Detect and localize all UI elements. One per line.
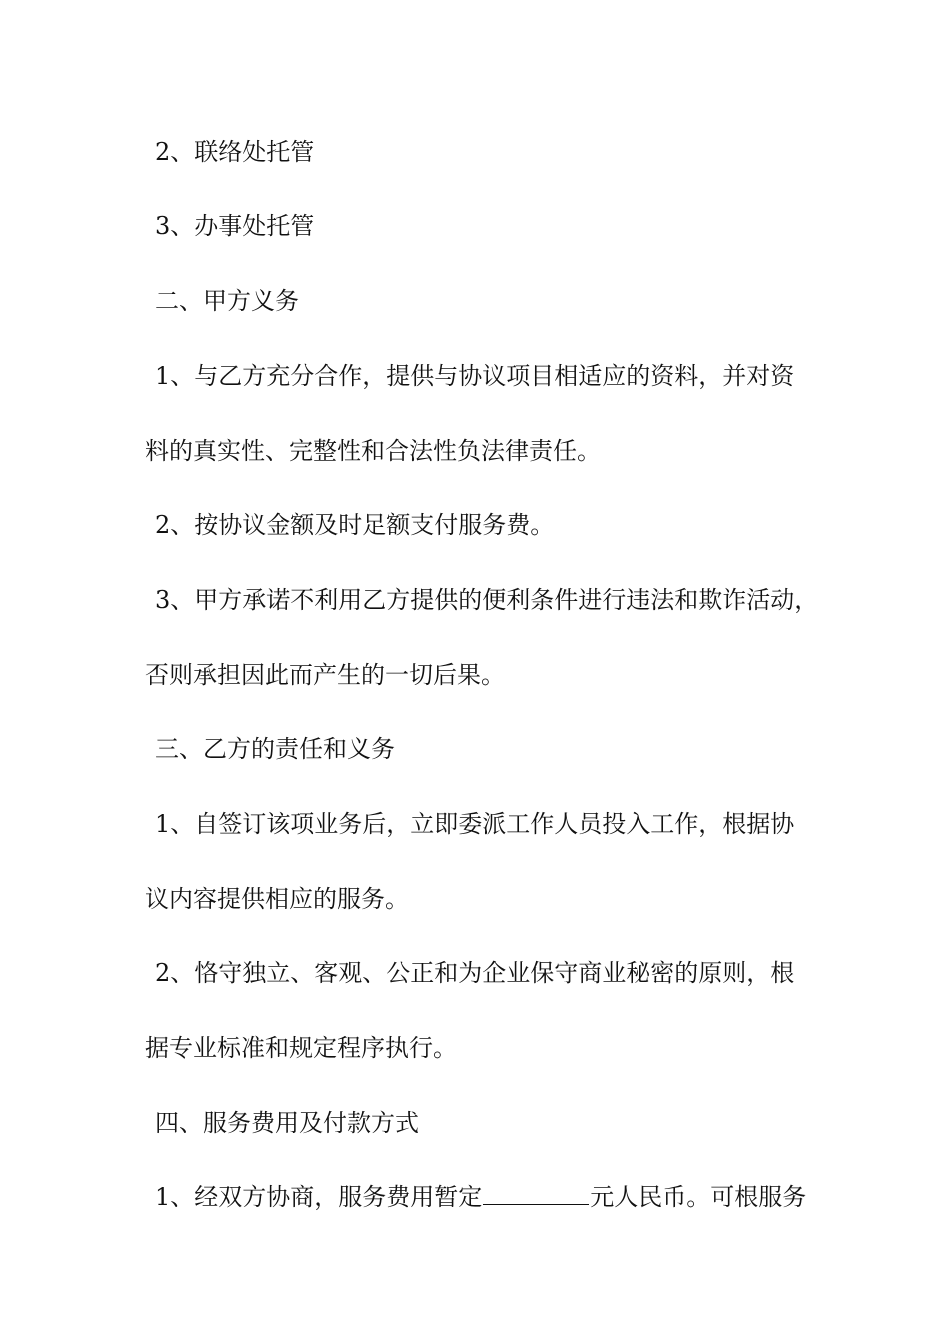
paragraph-line-3: 1、与乙方充分合作，提供与协议项目相适应的资料，并对资 (155, 362, 795, 390)
paragraph-line-fee (155, 1182, 855, 1212)
paragraph-line-8: 1、自签订该项业务后，立即委派工作人员投入工作，根据协 (155, 810, 795, 838)
paragraph-line-7: 否则承担因此而产生的一切后果。 (145, 661, 505, 689)
paragraph-line-11: 据专业标准和规定程序执行。 (145, 1034, 457, 1062)
fee-amount-blank (483, 1182, 589, 1205)
paragraph-line-2: 3、办事处托管 (155, 212, 315, 240)
fee-text-after-blank: 元人民币。可根服务 (590, 1183, 807, 1211)
section-heading-3: 三、乙方的责任和义务 (155, 735, 395, 763)
paragraph-line-5: 2、按协议金额及时足额支付服务费。 (155, 511, 555, 539)
paragraph-line-1: 2、联络处托管 (155, 138, 315, 166)
fee-text-before-blank: 1、经双方协商，服务费用暂定 (155, 1183, 483, 1211)
paragraph-line-4: 料的真实性、完整性和合法性负法律责任。 (145, 437, 601, 465)
paragraph-line-10: 2、恪守独立、客观、公正和为企业保守商业秘密的原则，根 (155, 959, 795, 987)
paragraph-line-9: 议内容提供相应的服务。 (145, 885, 409, 913)
section-heading-4: 四、服务费用及付款方式 (155, 1109, 419, 1137)
section-heading-2: 二、甲方义务 (155, 287, 299, 315)
paragraph-line-6: 3、甲方承诺不利用乙方提供的便利条件进行违法和欺诈活动， (155, 586, 819, 614)
